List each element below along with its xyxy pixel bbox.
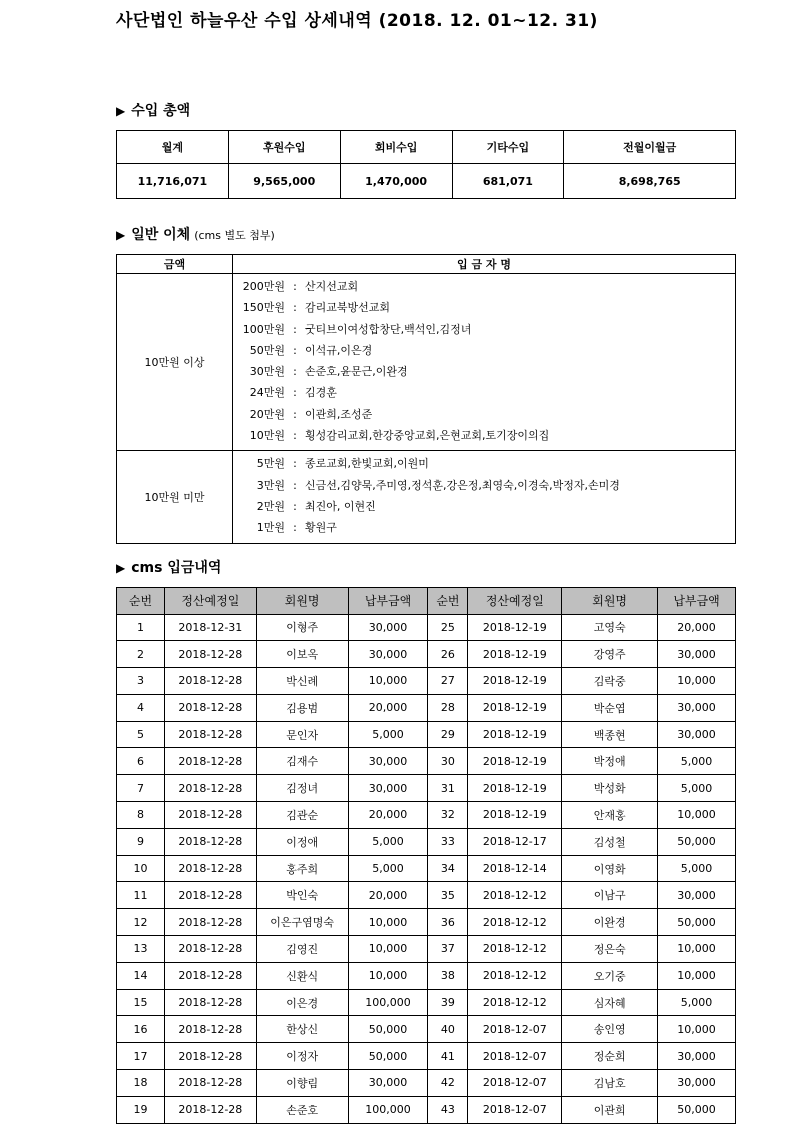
cms-table-cell: 40 <box>428 1016 468 1043</box>
general-line-separator: : <box>293 280 297 293</box>
general-line-amount: 2만원 <box>256 499 285 513</box>
general-line-names: 종로교회,한빛교회,이원미 <box>305 457 429 471</box>
cms-table-cell: 2018-12-19 <box>468 775 562 802</box>
cms-table-cell: 5,000 <box>658 989 736 1016</box>
cms-table-cell: 43 <box>428 1096 468 1123</box>
cms-table-row <box>117 802 736 829</box>
cms-table-cell: 13 <box>117 936 165 963</box>
cms-table-row <box>117 721 736 748</box>
cms-table-cell: 2018-12-28 <box>164 828 256 855</box>
page-title: 사단법인 하늘우산 수입 상세내역 (2018. 12. 01~12. 31) <box>116 11 598 31</box>
general-header-cell: 입 금 자 명 <box>233 255 736 274</box>
cms-header-cell: 회원명 <box>256 588 348 615</box>
general-line-amount: 50만원 <box>249 343 285 357</box>
summary-value-cell: 11,716,071 <box>117 164 229 199</box>
cms-table-cell: 2018-12-19 <box>468 614 562 641</box>
cms-table-row <box>117 936 736 963</box>
cms-table-cell: 30,000 <box>658 694 736 721</box>
cms-table-cell: 31 <box>428 775 468 802</box>
general-line-amount: 200만원 <box>242 280 285 293</box>
cms-table-cell: 6 <box>117 748 165 775</box>
general-line-separator: : <box>293 386 297 400</box>
general-line-separator: : <box>293 301 297 315</box>
cms-table-cell: 2018-12-07 <box>468 1016 562 1043</box>
cms-table-cell: 2018-12-07 <box>468 1070 562 1097</box>
cms-table-cell: 2018-12-19 <box>468 802 562 829</box>
general-transfer-table <box>116 254 736 544</box>
general-line-amount: 24만원 <box>249 386 285 400</box>
cms-table-row <box>117 1070 736 1097</box>
cms-header-cell: 납부금액 <box>658 588 736 615</box>
general-line-separator: : <box>293 499 297 513</box>
cms-table-cell: 25 <box>428 614 468 641</box>
cms-table-cell: 10,000 <box>658 1016 736 1043</box>
cms-table-cell: 2018-12-28 <box>164 1096 256 1123</box>
cms-table-cell: 2018-12-28 <box>164 775 256 802</box>
general-line <box>239 361 735 382</box>
cms-table-cell: 2018-12-28 <box>164 989 256 1016</box>
summary-header-cell: 후원수입 <box>228 131 340 164</box>
cms-table-cell: 19 <box>117 1096 165 1123</box>
general-line-amount: 5만원 <box>256 457 285 471</box>
cms-table-cell: 100,000 <box>348 989 428 1016</box>
triangle-marker-icon: ▶ <box>116 228 126 242</box>
cms-table-row <box>117 694 736 721</box>
cms-table-cell: 2018-12-12 <box>468 962 562 989</box>
cms-table-cell: 김정녀 <box>256 775 348 802</box>
cms-table-row <box>117 775 736 802</box>
cms-table-cell: 26 <box>428 641 468 668</box>
cms-header-row <box>117 588 736 615</box>
cms-header-cell: 정산예정일 <box>164 588 256 615</box>
cms-table-row <box>117 614 736 641</box>
general-group-row <box>117 274 736 451</box>
cms-table-cell: 30,000 <box>348 748 428 775</box>
cms-header-cell: 회원명 <box>562 588 658 615</box>
general-line <box>239 382 735 403</box>
cms-table-cell: 33 <box>428 828 468 855</box>
cms-table-cell: 2018-12-28 <box>164 1016 256 1043</box>
cms-table-cell: 20,000 <box>348 882 428 909</box>
general-line-names: 횡성감리교회,한강중앙교회,은현교회,토기장이의집 <box>305 429 550 443</box>
cms-table-cell: 28 <box>428 694 468 721</box>
cms-table-cell: 2018-12-28 <box>164 721 256 748</box>
cms-table-cell: 2018-12-12 <box>468 909 562 936</box>
cms-table-cell: 2018-12-28 <box>164 936 256 963</box>
cms-table-cell: 5,000 <box>658 855 736 882</box>
cms-deposit-table <box>116 587 736 1124</box>
general-line-names: 황원구 <box>305 521 337 535</box>
cms-table-cell: 10 <box>117 855 165 882</box>
summary-value-cell: 8,698,765 <box>564 164 736 199</box>
cms-table-cell: 정은숙 <box>562 936 658 963</box>
cms-table-cell: 30,000 <box>348 775 428 802</box>
summary-header-cell: 전월이월금 <box>564 131 736 164</box>
cms-table-cell: 2018-12-28 <box>164 882 256 909</box>
general-line-separator: : <box>293 521 297 535</box>
cms-table-cell: 10,000 <box>658 802 736 829</box>
cms-table-cell: 50,000 <box>348 1016 428 1043</box>
summary-value-cell: 9,565,000 <box>228 164 340 199</box>
general-category-cell: 10만원 미만 <box>117 451 233 543</box>
general-line-names: 신금선,김양묵,주미영,정석훈,강은정,최영숙,이경숙,박정자,손미경 <box>305 478 620 492</box>
cms-table-cell: 강영주 <box>562 641 658 668</box>
cms-table-row <box>117 909 736 936</box>
cms-table-cell: 35 <box>428 882 468 909</box>
cms-table-row <box>117 1016 736 1043</box>
cms-table-cell: 김영진 <box>256 936 348 963</box>
summary-header-cell: 월계 <box>117 131 229 164</box>
cms-table-cell: 2018-12-12 <box>468 882 562 909</box>
cms-table-cell: 1 <box>117 614 165 641</box>
cms-table-cell: 2018-12-28 <box>164 855 256 882</box>
cms-table-cell: 김용범 <box>256 694 348 721</box>
cms-table-cell: 2018-12-19 <box>468 748 562 775</box>
cms-table-cell: 10,000 <box>348 936 428 963</box>
cms-table-cell: 김성철 <box>562 828 658 855</box>
cms-table-cell: 한상신 <box>256 1016 348 1043</box>
cms-table-cell: 2018-12-31 <box>164 614 256 641</box>
cms-table-cell: 32 <box>428 802 468 829</box>
cms-table-cell: 이형주 <box>256 614 348 641</box>
cms-table-cell: 2018-12-28 <box>164 802 256 829</box>
cms-table-cell: 5,000 <box>348 721 428 748</box>
general-line-names: 산지선교회 <box>305 280 359 293</box>
cms-table-cell: 이영화 <box>562 855 658 882</box>
cms-table-cell: 5,000 <box>658 775 736 802</box>
cms-table-cell: 4 <box>117 694 165 721</box>
cms-table-cell: 50,000 <box>658 828 736 855</box>
cms-table-cell: 50,000 <box>348 1043 428 1070</box>
cms-table-cell: 5,000 <box>658 748 736 775</box>
general-line-separator: : <box>293 365 297 379</box>
cms-table-cell: 5,000 <box>348 828 428 855</box>
cms-table-cell: 3 <box>117 668 165 695</box>
cms-table-cell: 백종현 <box>562 721 658 748</box>
cms-table-cell: 김재수 <box>256 748 348 775</box>
cms-table-cell: 이향림 <box>256 1070 348 1097</box>
general-line <box>239 297 735 318</box>
general-line-names: 최진아, 이현진 <box>305 499 376 513</box>
general-line-amount: 10만원 <box>249 429 285 443</box>
cms-table-row <box>117 962 736 989</box>
cms-table-cell: 2018-12-28 <box>164 694 256 721</box>
cms-table-cell: 12 <box>117 909 165 936</box>
summary-header-row <box>117 131 736 164</box>
cms-table-cell: 14 <box>117 962 165 989</box>
cms-table-cell: 30,000 <box>658 882 736 909</box>
cms-table-row <box>117 989 736 1016</box>
cms-table-cell: 50,000 <box>658 909 736 936</box>
cms-table-cell: 18 <box>117 1070 165 1097</box>
general-line <box>239 453 735 474</box>
general-line-separator: : <box>293 322 297 336</box>
cms-table-cell: 10,000 <box>658 962 736 989</box>
cms-table-cell: 정순희 <box>562 1043 658 1070</box>
cms-table-cell: 송인영 <box>562 1016 658 1043</box>
cms-table-cell: 박성화 <box>562 775 658 802</box>
cms-table-cell: 10,000 <box>348 962 428 989</box>
summary-value-row <box>117 164 736 199</box>
general-line-names: 이관희,조성준 <box>305 407 373 421</box>
general-line-names: 이석규,이은경 <box>305 343 373 357</box>
general-line-amount: 1만원 <box>256 521 285 535</box>
cms-table-cell: 30,000 <box>658 1043 736 1070</box>
cms-table-cell: 34 <box>428 855 468 882</box>
cms-table-cell: 2018-12-28 <box>164 1070 256 1097</box>
cms-table-cell: 손준호 <box>256 1096 348 1123</box>
cms-table-cell: 5,000 <box>348 855 428 882</box>
cms-table-cell: 29 <box>428 721 468 748</box>
cms-table-cell: 10,000 <box>348 668 428 695</box>
cms-table-cell: 9 <box>117 828 165 855</box>
cms-table-cell: 2018-12-28 <box>164 748 256 775</box>
cms-table-cell: 10,000 <box>348 909 428 936</box>
general-line <box>239 475 735 496</box>
cms-table-cell: 심자혜 <box>562 989 658 1016</box>
cms-table-cell: 37 <box>428 936 468 963</box>
general-names-cell <box>233 274 736 451</box>
cms-table-cell: 17 <box>117 1043 165 1070</box>
cms-table-cell: 7 <box>117 775 165 802</box>
general-line <box>239 319 735 340</box>
cms-table-cell: 박인숙 <box>256 882 348 909</box>
general-line-separator: : <box>293 457 297 471</box>
general-group-row <box>117 451 736 543</box>
general-header-row <box>117 255 736 274</box>
cms-table-row <box>117 828 736 855</box>
general-line-amount: 3만원 <box>256 478 285 492</box>
cms-header-cell: 납부금액 <box>348 588 428 615</box>
cms-table-cell: 41 <box>428 1043 468 1070</box>
cms-table-cell: 5 <box>117 721 165 748</box>
cms-table-cell: 문인자 <box>256 721 348 748</box>
general-names-cell <box>233 451 736 543</box>
cms-table-cell: 30 <box>428 748 468 775</box>
triangle-marker-icon: ▶ <box>116 561 126 575</box>
cms-table-cell: 30,000 <box>658 1070 736 1097</box>
summary-value-cell: 1,470,000 <box>340 164 452 199</box>
cms-table-cell: 27 <box>428 668 468 695</box>
cms-table-cell: 2018-12-28 <box>164 1043 256 1070</box>
cms-table-cell: 이정애 <box>256 828 348 855</box>
general-line-names: 김경훈 <box>305 386 337 400</box>
general-line-names: 굿티브이여성합창단,백석인,김정녀 <box>305 322 472 336</box>
general-heading-label: 일반 이체 <box>131 227 191 243</box>
cms-table-row <box>117 1043 736 1070</box>
cms-table-cell: 39 <box>428 989 468 1016</box>
general-line-separator: : <box>293 429 297 443</box>
cms-table-cell: 2018-12-14 <box>468 855 562 882</box>
general-line <box>239 496 735 517</box>
cms-table-row <box>117 882 736 909</box>
cms-table-cell: 100,000 <box>348 1096 428 1123</box>
cms-table-cell: 20,000 <box>658 614 736 641</box>
cms-table-cell: 2018-12-07 <box>468 1096 562 1123</box>
cms-table-cell: 15 <box>117 989 165 1016</box>
cms-table-cell: 2018-12-12 <box>468 989 562 1016</box>
cms-header-cell: 순번 <box>428 588 468 615</box>
general-heading <box>116 224 275 244</box>
cms-table-cell: 이남구 <box>562 882 658 909</box>
general-line <box>239 517 735 538</box>
general-line-separator: : <box>293 478 297 492</box>
cms-table-cell: 오기중 <box>562 962 658 989</box>
cms-table-cell: 8 <box>117 802 165 829</box>
summary-header-cell: 회비수입 <box>340 131 452 164</box>
cms-table-cell: 2018-12-28 <box>164 909 256 936</box>
cms-table-row <box>117 748 736 775</box>
general-line-names: 손준호,윤문근,이완경 <box>305 365 408 379</box>
cms-table-cell: 이관희 <box>562 1096 658 1123</box>
cms-table-cell: 신환식 <box>256 962 348 989</box>
cms-table-cell: 이완경 <box>562 909 658 936</box>
general-line-amount: 20만원 <box>249 407 285 421</box>
cms-table-cell: 박순엽 <box>562 694 658 721</box>
cms-table-cell: 30,000 <box>348 641 428 668</box>
general-header-cell: 금액 <box>117 255 233 274</box>
general-line-amount: 100만원 <box>242 322 285 336</box>
general-line-separator: : <box>293 343 297 357</box>
cms-table-cell: 30,000 <box>658 641 736 668</box>
cms-table-row <box>117 855 736 882</box>
summary-heading <box>116 100 190 120</box>
general-line <box>239 276 735 297</box>
general-category-cell: 10만원 이상 <box>117 274 233 451</box>
cms-table-cell: 2018-12-19 <box>468 668 562 695</box>
general-line <box>239 425 735 446</box>
cms-table-cell: 안재홍 <box>562 802 658 829</box>
cms-header-cell: 정산예정일 <box>468 588 562 615</box>
cms-table-cell: 2018-12-19 <box>468 721 562 748</box>
general-line-amount: 30만원 <box>249 365 285 379</box>
cms-table-cell: 2018-12-19 <box>468 694 562 721</box>
cms-heading <box>116 557 221 577</box>
cms-table-cell: 이보옥 <box>256 641 348 668</box>
general-line-amount: 150만원 <box>242 301 285 315</box>
cms-table-cell: 30,000 <box>348 1070 428 1097</box>
cms-table-cell: 2018-12-28 <box>164 668 256 695</box>
cms-table-cell: 2018-12-28 <box>164 641 256 668</box>
summary-header-cell: 기타수입 <box>452 131 564 164</box>
cms-table-cell: 20,000 <box>348 694 428 721</box>
cms-table-cell: 16 <box>117 1016 165 1043</box>
cms-table-cell: 10,000 <box>658 668 736 695</box>
cms-table-cell: 38 <box>428 962 468 989</box>
cms-table-cell: 2018-12-07 <box>468 1043 562 1070</box>
general-line-separator: : <box>293 407 297 421</box>
general-heading-note: (cms 별도 첨부) <box>194 229 275 242</box>
cms-table-cell: 2018-12-19 <box>468 641 562 668</box>
cms-table-cell: 이정자 <box>256 1043 348 1070</box>
cms-table-cell: 30,000 <box>658 721 736 748</box>
cms-table-cell: 20,000 <box>348 802 428 829</box>
cms-table-row <box>117 1096 736 1123</box>
cms-table-cell: 11 <box>117 882 165 909</box>
cms-table-cell: 김락중 <box>562 668 658 695</box>
general-line <box>239 404 735 425</box>
cms-table-cell: 30,000 <box>348 614 428 641</box>
summary-value-cell: 681,071 <box>452 164 564 199</box>
cms-table-body <box>117 614 736 1123</box>
cms-heading-label: cms 입금내역 <box>131 560 222 576</box>
cms-table-cell: 이은구염명숙 <box>256 909 348 936</box>
cms-table-row <box>117 668 736 695</box>
cms-table-cell: 홍주희 <box>256 855 348 882</box>
cms-table-cell: 김남호 <box>562 1070 658 1097</box>
general-line <box>239 340 735 361</box>
cms-table-cell: 36 <box>428 909 468 936</box>
cms-table-cell: 2018-12-28 <box>164 962 256 989</box>
cms-table-cell: 김관순 <box>256 802 348 829</box>
summary-table <box>116 130 736 199</box>
general-line-names: 감리교북방선교회 <box>305 301 391 315</box>
summary-heading-label: 수입 총액 <box>131 103 191 119</box>
cms-table-cell: 10,000 <box>658 936 736 963</box>
cms-table-cell: 42 <box>428 1070 468 1097</box>
cms-header-cell: 순번 <box>117 588 165 615</box>
triangle-marker-icon: ▶ <box>116 104 126 118</box>
cms-table-row <box>117 641 736 668</box>
cms-table-cell: 2018-12-12 <box>468 936 562 963</box>
cms-table-cell: 박정애 <box>562 748 658 775</box>
cms-table-cell: 이은경 <box>256 989 348 1016</box>
cms-table-cell: 50,000 <box>658 1096 736 1123</box>
cms-table-cell: 고영숙 <box>562 614 658 641</box>
cms-table-cell: 2 <box>117 641 165 668</box>
cms-table-cell: 박신례 <box>256 668 348 695</box>
cms-table-cell: 2018-12-17 <box>468 828 562 855</box>
